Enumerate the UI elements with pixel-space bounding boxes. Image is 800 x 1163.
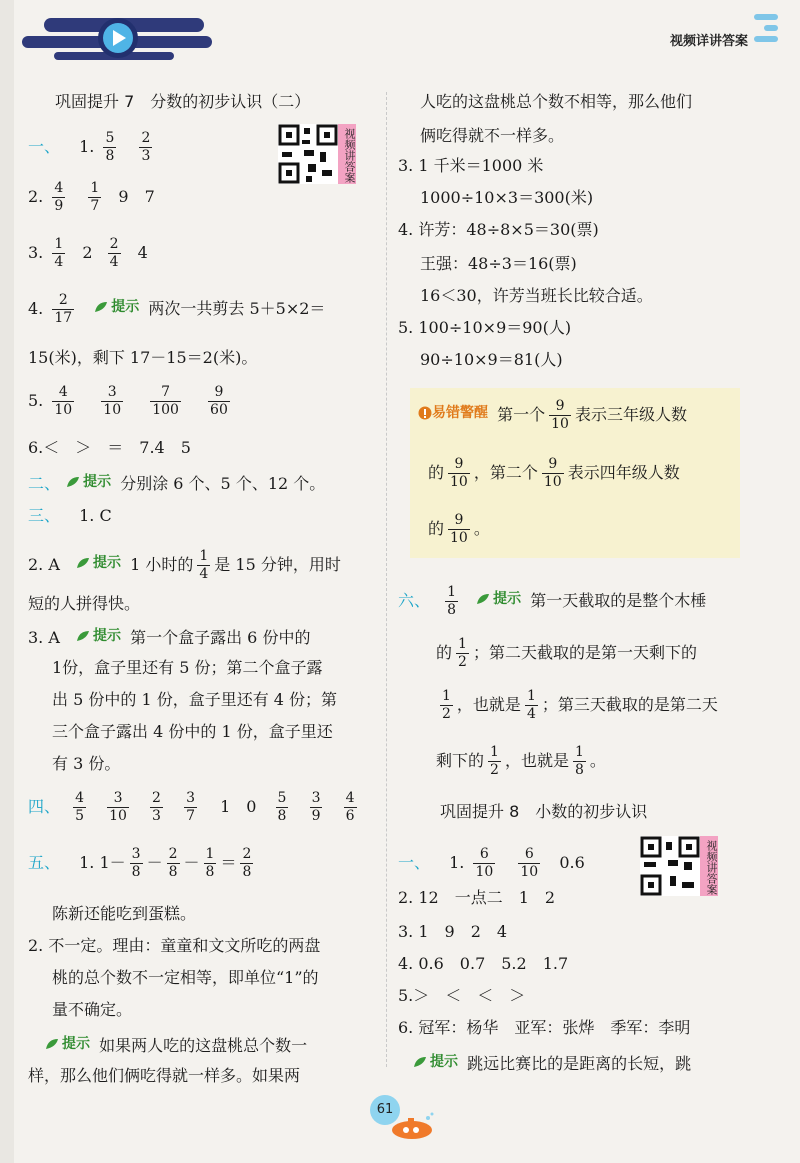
q6: 6.＜ ＞ ＝ 7.4 5 [28,438,191,457]
sec5-q2-line: 桃的总个数不一定相等，即单位“1”的 [52,968,319,987]
fraction: $\frac{1}{8}$ [574,744,584,778]
q4-line: 4. 许芳：48÷8×5＝30(票) [398,220,599,239]
sec3-q2: 2. A 提示 1 小时的 $\frac{1}{4}$ 是 15 分钟，用时 [28,548,341,582]
hint-tag: 提示 [75,624,121,648]
fraction: $\frac{5}{8}$ [277,790,287,824]
warning-line-2: 的 $\frac{9}{10}$ ，第二个 $\frac{9}{10}$ 表示四年级人数 [428,456,680,490]
exclamation-icon [418,406,432,420]
fraction: $\frac{9}{10}$ [551,398,569,432]
fraction: $\frac{7}{100}$ [152,384,179,418]
fraction: $\frac{2}{3}$ [141,130,151,164]
hint-tag: 提示 [475,587,521,611]
sec5-hint: 提示 如果两人吃的这盘桃总个数一 [44,1032,307,1058]
fraction: $\frac{3}{10}$ [103,384,122,418]
qr-tag: 视频讲答案 [700,836,718,896]
q2: 2. $\frac{4}{9}$ $\frac{1}{7}$ 9 7 [28,180,155,214]
sec3-q3-line: 1份，盒子里还有 5 份；第二个盒子露 [52,658,323,677]
leaf-icon [75,629,91,643]
sec4: 四、 $\frac{4}{5}$ $\frac{3}{10}$ $\frac{2}{3}$ $\frac{3}{7}$ 1 0 $\frac{5}{8}$ $\frac{3}{9}$ $\frac{4}{6}$ [28,790,355,824]
hint-tag: 提示 [93,295,139,319]
hint-tag: 提示 [65,470,111,494]
fraction: $\frac{3}{8}$ [131,846,141,880]
fraction: $\frac{2}{8}$ [242,846,252,880]
leaf-icon [75,556,91,570]
fraction: $\frac{1}{4}$ [199,548,209,582]
sec3-q3-line: 有 3 份。 [52,754,121,773]
fraction: $\frac{1}{4}$ [54,236,64,270]
leaf-icon [412,1055,428,1069]
hint-tag: 提示 [412,1050,458,1074]
sec3-q3-line: 出 5 份中的 1 份，盒子里还有 4 份；第 [52,690,338,709]
submarine-icon [388,1112,438,1142]
q4-line: 16＜30，许芳当班长比较合适。 [420,286,653,305]
q4-cont: 15(米)，剩下 17－15＝2(米)。 [28,348,258,367]
s8-q5: 5.＞ ＜ ＜ ＞ [398,986,526,1005]
fraction: $\frac{1}{4}$ [526,688,536,722]
fraction: $\frac{9}{10}$ [450,512,468,546]
fraction: $\frac{1}{2}$ [458,636,467,670]
section-title-7: 巩固提升 7 分数的初步认识（二） [55,92,311,111]
sec5-q1: 五、 1. 1－ $\frac{3}{8}$ － $\frac{2}{8}$ － $\frac{1}{8}$ ＝ $\frac{2}{8}$ [28,846,252,880]
q5-line: 5. 100÷10×9＝90(人) [398,318,572,337]
sec5-q2-line: 2. 不一定。理由：童童和文文所吃的两盘 [28,936,321,955]
header-label: 视频详讲答案 [669,34,748,49]
q5: 5. $\frac{4}{10}$ $\frac{3}{10}$ $\frac{7}{100}$ $\frac{9}{60}$ [28,384,228,418]
fraction: $\frac{1}{8}$ [205,846,215,880]
fraction: $\frac{3}{9}$ [311,790,321,824]
fraction: $\frac{6}{10}$ [520,846,539,880]
fraction: $\frac{9}{10}$ [543,456,562,490]
fraction: $\frac{3}{10}$ [109,790,127,824]
hint-tag: 提示 [44,1032,90,1056]
sec5-q2-line: 量不确定。 [52,1000,133,1019]
leaf-icon [475,592,491,606]
header-bars-icon [754,14,778,47]
play-logo-icon [14,8,224,64]
warning-line-1: 易错警醒 第一个 $\frac{9}{10}$ 表示三年级人数 [418,398,687,433]
fraction: $\frac{5}{8}$ [105,130,115,164]
s8-q2: 2. 12 一点二 1 2 [398,888,556,907]
fraction: $\frac{6}{10}$ [475,846,494,880]
cont-line: 俩吃得就不一样多。 [420,126,565,145]
s8-hint: 提示 跳远比赛比的是距离的长短，跳 [412,1050,691,1076]
warning-line-3: 的 $\frac{9}{10}$ 。 [428,512,490,546]
leaf-icon [93,300,109,314]
warning-tag: 易错警醒 [418,401,488,425]
fraction: $\frac{4}{6}$ [345,790,355,824]
s8-q1: 一、 1. $\frac{6}{10}$ $\frac{6}{10}$ 0.6 [398,846,585,880]
fraction: $\frac{4}{10}$ [54,384,73,418]
q5-line: 90÷10×9＝81(人) [420,350,563,369]
sec1-q1: 一、 1. $\frac{5}{8}$ $\frac{2}{3}$ [28,130,151,164]
fraction: $\frac{2}{17}$ [54,292,73,326]
hint-tag: 提示 [75,551,121,575]
fraction: $\frac{4}{9}$ [54,180,64,214]
fraction: $\frac{1}{2}$ [490,744,499,778]
qr-tag: 视频讲答案 [338,124,356,184]
sec5-hint-cont: 样，那么他们俩吃得就一样多。如果两 [28,1066,301,1085]
fraction: $\frac{3}{7}$ [186,790,195,824]
fraction: $\frac{4}{5}$ [75,790,85,824]
s8-q3: 3. 1 9 2 4 [398,922,508,941]
page-edge [0,0,14,1163]
page-header [0,0,800,62]
sec3-q3: 3. A 提示 第一个盒子露出 6 份中的 [28,624,310,650]
column-divider [386,92,387,1067]
fraction: $\frac{9}{60}$ [210,384,228,418]
fraction: $\frac{1}{2}$ [442,688,451,722]
sec5-q1-line2: 陈新还能吃到蛋糕。 [52,904,197,923]
q3-line: 1000÷10×3＝300(米) [420,188,594,207]
sec3-q2-cont: 短的人拼得快。 [28,594,141,613]
leaf-icon [65,475,81,489]
fraction: $\frac{2}{3}$ [152,790,161,824]
sec6-line-2: 的 $\frac{1}{2}$ ；第二天截取的是第一天剩下的 [436,636,697,670]
cont-line: 人吃的这盘桃总个数不相等，那么他们 [420,92,693,111]
leaf-icon [44,1037,60,1051]
fraction: $\frac{2}{8}$ [168,846,178,880]
fraction: $\frac{2}{4}$ [109,236,119,270]
q3: 3. $\frac{1}{4}$ 2 $\frac{2}{4}$ 4 [28,236,148,270]
qr-code-icon [640,836,700,896]
section-title-8: 巩固提升 8 小数的初步认识 [440,802,648,821]
s8-q6: 6. 冠军：杨华 亚军：张烨 季军：李明 [398,1018,691,1037]
sec6-line-3: $\frac{1}{2}$ ，也就是 $\frac{1}{4}$ ；第三天截取的是第二天 [442,688,718,722]
sec3-q3-line: 三个盒子露出 4 份中的 1 份，盒子里还 [52,722,333,741]
sec2: 二、 提示 分别涂 6 个、5 个、12 个。 [28,470,325,496]
q4-line: 王强：48÷3＝16(票) [420,254,577,273]
page-number: 61 [370,1095,400,1125]
s8-q4: 4. 0.6 0.7 5.2 1.7 [398,954,569,973]
fraction: $\frac{1}{7}$ [90,180,100,214]
qr-code-icon [278,124,338,184]
section-label: 一、 [28,137,61,156]
sec6-line-1: 六、 $\frac{1}{8}$ 提示 第一天截取的是整个木棰 [398,584,707,618]
fraction: $\frac{9}{10}$ [450,456,468,490]
q4: 4. $\frac{2}{17}$ 提示 两次一共剪去 5＋5×2＝ [28,292,326,326]
q3-line: 3. 1 千米＝1000 米 [398,156,544,175]
sec3-q1: 三、 1. C [28,506,112,525]
sec6-line-4: 剩下的 $\frac{1}{2}$ ，也就是 $\frac{1}{8}$ 。 [436,744,606,778]
fraction: $\frac{1}{8}$ [447,584,457,618]
